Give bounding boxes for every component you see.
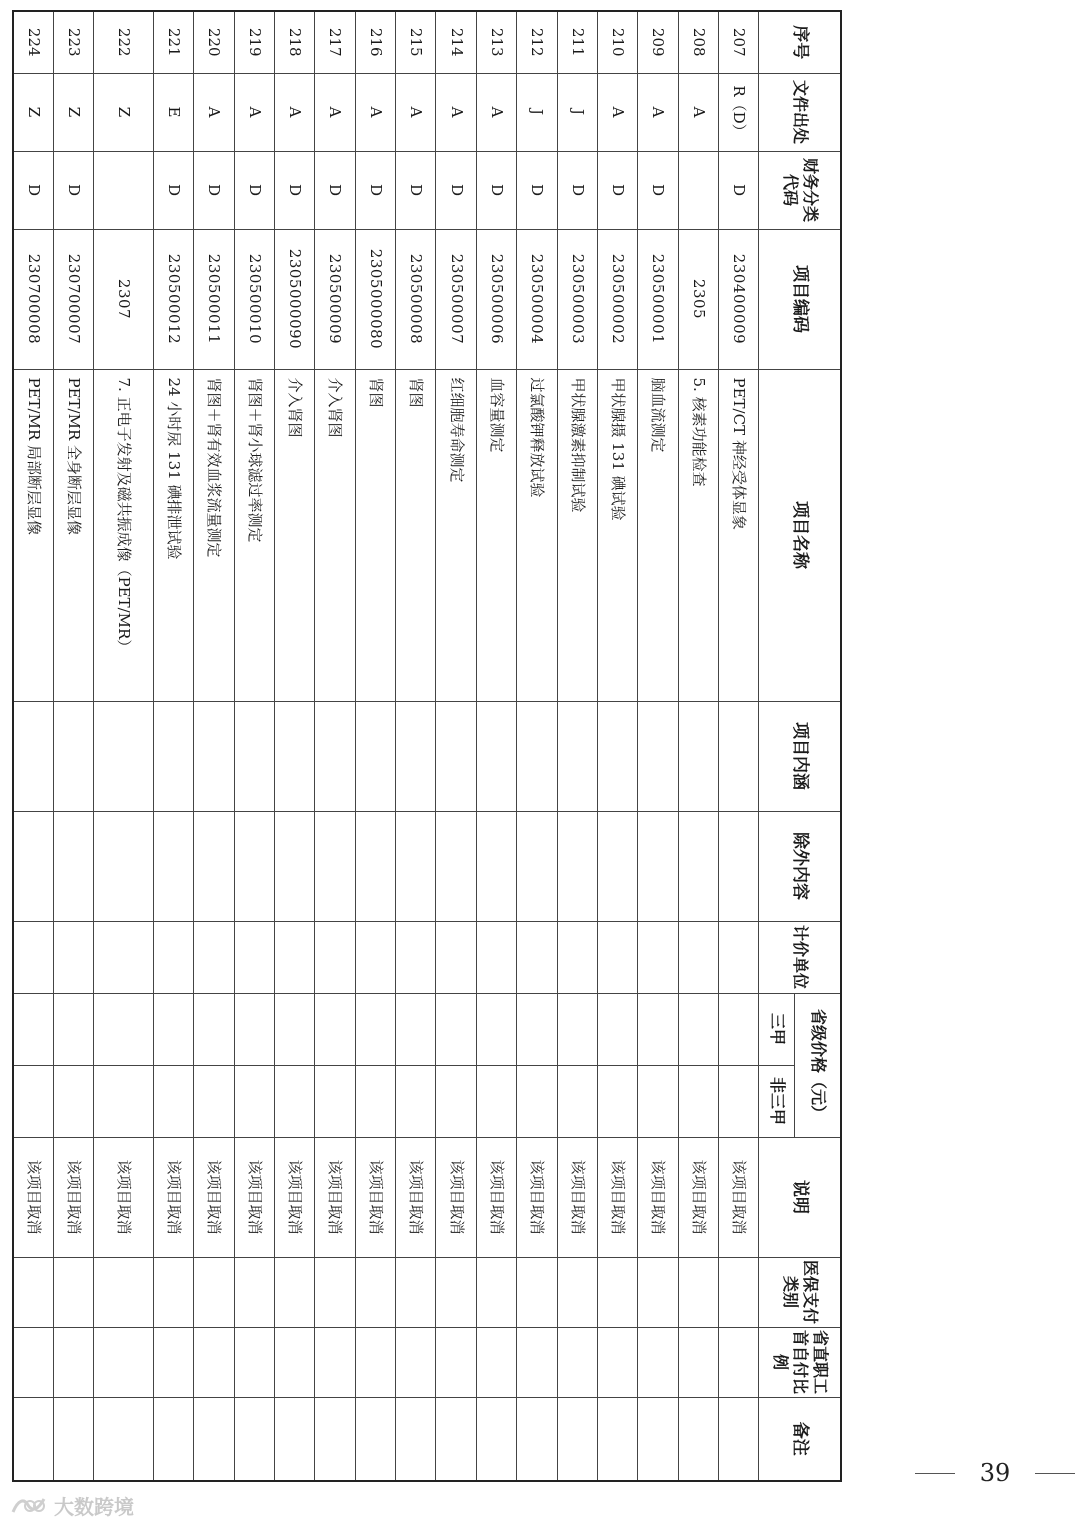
cell-item-code: 230700007 [54, 229, 94, 369]
cell-insurance [396, 1257, 436, 1327]
cell-item-code: 2307 [94, 229, 154, 369]
cell-price-non3a [396, 1065, 436, 1137]
cell-insurance [153, 1257, 193, 1327]
cell-item-name: 血容量测定 [476, 369, 516, 701]
cell-self-pay [13, 1327, 54, 1397]
cell-item-code: 2305000080 [355, 229, 395, 369]
cell-item-code: 230500009 [315, 229, 355, 369]
cell-seq: 220 [194, 11, 234, 73]
table-row [396, 11, 436, 1481]
cell-price-3a [476, 993, 516, 1065]
cell-item-code: 230500001 [638, 229, 678, 369]
cell-item-code: 230500003 [557, 229, 597, 369]
cell-item-name: 5. 核素功能检查 [678, 369, 718, 701]
table-row [275, 11, 315, 1481]
header-source: 文件出处 [759, 73, 841, 151]
cell-source: R（D） [719, 73, 759, 151]
cell-insurance [234, 1257, 274, 1327]
cell-price-non3a [638, 1065, 678, 1137]
cell-item-code: 230500004 [517, 229, 557, 369]
table-row [194, 11, 234, 1481]
header-seq: 序号 [759, 11, 841, 73]
cell-content [275, 701, 315, 811]
cell-insurance [275, 1257, 315, 1327]
cell-item-name: 介入肾图 [275, 369, 315, 701]
cell-fin-code: D [54, 151, 94, 229]
cell-unit [719, 921, 759, 993]
cell-fin-code: D [476, 151, 516, 229]
cell-self-pay [94, 1327, 154, 1397]
cell-exclusion [315, 811, 355, 921]
cell-self-pay [678, 1327, 718, 1397]
cell-unit [153, 921, 193, 993]
cell-exclusion [638, 811, 678, 921]
cell-price-3a [598, 993, 638, 1065]
cell-note: 该项目取消 [557, 1137, 597, 1257]
cell-exclusion [719, 811, 759, 921]
cell-price-3a [94, 993, 154, 1065]
cell-self-pay [557, 1327, 597, 1397]
cell-note: 该项目取消 [476, 1137, 516, 1257]
cell-item-name: 甲状腺摄 131 碘试验 [598, 369, 638, 701]
cell-fin-code: D [234, 151, 274, 229]
cell-price-3a [719, 993, 759, 1065]
cell-self-pay [355, 1327, 395, 1397]
cell-exclusion [678, 811, 718, 921]
cell-self-pay [315, 1327, 355, 1397]
cell-fin-code: D [638, 151, 678, 229]
cell-remark [315, 1397, 355, 1481]
cell-price-3a [678, 993, 718, 1065]
table-row [719, 11, 759, 1481]
cell-price-non3a [355, 1065, 395, 1137]
cell-seq: 212 [517, 11, 557, 73]
cell-fin-code [678, 151, 718, 229]
cell-note: 该项目取消 [94, 1137, 154, 1257]
cell-seq: 218 [275, 11, 315, 73]
cell-item-name: 肾图＋肾有效血浆流量测定 [194, 369, 234, 701]
cell-fin-code: D [517, 151, 557, 229]
cell-remark [719, 1397, 759, 1481]
cell-exclusion [275, 811, 315, 921]
cell-source: A [396, 73, 436, 151]
cell-seq: 221 [153, 11, 193, 73]
cell-price-non3a [517, 1065, 557, 1137]
cell-item-code: 230400009 [719, 229, 759, 369]
cell-insurance [598, 1257, 638, 1327]
cell-note: 该项目取消 [315, 1137, 355, 1257]
cell-insurance [315, 1257, 355, 1327]
cell-self-pay [275, 1327, 315, 1397]
cell-exclusion [194, 811, 234, 921]
header-content: 项目内涵 [759, 701, 841, 811]
cell-item-code: 230500007 [436, 229, 476, 369]
cell-exclusion [517, 811, 557, 921]
cell-price-3a [194, 993, 234, 1065]
cell-unit [598, 921, 638, 993]
table-row [234, 11, 274, 1481]
cell-unit [476, 921, 516, 993]
cell-content [436, 701, 476, 811]
cell-fin-code: D [315, 151, 355, 229]
table-row [598, 11, 638, 1481]
cell-content [638, 701, 678, 811]
cell-remark [638, 1397, 678, 1481]
cell-source: J [517, 73, 557, 151]
cell-self-pay [719, 1327, 759, 1397]
header-note: 说明 [759, 1137, 841, 1257]
watermark [10, 1490, 134, 1520]
header-price-group: 省级价格（元） [795, 993, 841, 1137]
table-row [13, 11, 54, 1481]
cell-remark [598, 1397, 638, 1481]
cell-fin-code: D [598, 151, 638, 229]
cell-self-pay [476, 1327, 516, 1397]
cell-unit [94, 921, 154, 993]
cell-price-non3a [436, 1065, 476, 1137]
table-row [94, 11, 154, 1481]
table-row [436, 11, 476, 1481]
watermark-logo-icon [10, 1494, 48, 1516]
cell-seq: 222 [94, 11, 154, 73]
cell-source: E [153, 73, 193, 151]
cell-item-name: 24 小时尿 131 碘排泄试验 [153, 369, 193, 701]
cell-price-non3a [194, 1065, 234, 1137]
cell-price-3a [396, 993, 436, 1065]
cell-item-code: 230500011 [194, 229, 234, 369]
cell-exclusion [598, 811, 638, 921]
cell-note: 该项目取消 [436, 1137, 476, 1257]
header-unit: 计价单位 [759, 921, 841, 993]
cell-item-name: 红细胞寿命测定 [436, 369, 476, 701]
table-row [638, 11, 678, 1481]
cell-note: 该项目取消 [638, 1137, 678, 1257]
cell-content [719, 701, 759, 811]
cell-item-name: PET/CT 神经受体显象 [719, 369, 759, 701]
cell-unit [315, 921, 355, 993]
cell-exclusion [355, 811, 395, 921]
cell-price-3a [315, 993, 355, 1065]
cell-item-name: 7. 正电子发射及磁共振成像（PET/MR） [94, 369, 154, 701]
cell-price-3a [13, 993, 54, 1065]
cell-fin-code: D [355, 151, 395, 229]
cell-source: A [476, 73, 516, 151]
cell-exclusion [153, 811, 193, 921]
table-row [557, 11, 597, 1481]
cell-self-pay [638, 1327, 678, 1397]
cell-price-3a [638, 993, 678, 1065]
cell-unit [275, 921, 315, 993]
cell-unit [54, 921, 94, 993]
cell-exclusion [234, 811, 274, 921]
cell-fin-code: D [13, 151, 54, 229]
cell-source: A [678, 73, 718, 151]
cell-content [54, 701, 94, 811]
cell-item-name: 甲状腺激素抑制试验 [557, 369, 597, 701]
header-price-3a: 三甲 [759, 993, 795, 1065]
cell-insurance [557, 1257, 597, 1327]
table-row [153, 11, 193, 1481]
cell-seq: 216 [355, 11, 395, 73]
header-insurance: 医保支付类别 [759, 1257, 841, 1327]
cell-fin-code: D [153, 151, 193, 229]
page-number-dash-right [1035, 1473, 1075, 1474]
cell-item-code: 230500006 [476, 229, 516, 369]
cell-price-non3a [234, 1065, 274, 1137]
cell-note: 该项目取消 [517, 1137, 557, 1257]
cell-content [13, 701, 54, 811]
cell-seq: 214 [436, 11, 476, 73]
header-self-pay: 省直职工首自付比例 [759, 1327, 841, 1397]
cell-content [194, 701, 234, 811]
cell-source: A [275, 73, 315, 151]
cell-price-non3a [557, 1065, 597, 1137]
header-exclusion: 除外内容 [759, 811, 841, 921]
cell-unit [638, 921, 678, 993]
cell-source: A [598, 73, 638, 151]
cell-price-non3a [678, 1065, 718, 1137]
cell-source: A [638, 73, 678, 151]
table-row [54, 11, 94, 1481]
cell-remark [557, 1397, 597, 1481]
cell-exclusion [396, 811, 436, 921]
header-remark: 备注 [759, 1397, 841, 1481]
cell-note: 该项目取消 [275, 1137, 315, 1257]
cell-price-3a [153, 993, 193, 1065]
cell-seq: 208 [678, 11, 718, 73]
cell-remark [194, 1397, 234, 1481]
cell-fin-code: D [275, 151, 315, 229]
cell-remark [94, 1397, 154, 1481]
cell-exclusion [436, 811, 476, 921]
cell-insurance [678, 1257, 718, 1327]
page-footer [915, 1458, 1075, 1488]
cell-content [94, 701, 154, 811]
cell-seq: 209 [638, 11, 678, 73]
cell-insurance [54, 1257, 94, 1327]
header-item-name: 项目名称 [759, 369, 841, 701]
cell-price-3a [275, 993, 315, 1065]
cell-content [396, 701, 436, 811]
cell-self-pay [194, 1327, 234, 1397]
cell-insurance [94, 1257, 154, 1327]
cell-insurance [476, 1257, 516, 1327]
cell-source: Z [94, 73, 154, 151]
cell-item-name: 介入肾图 [315, 369, 355, 701]
cell-note: 该项目取消 [153, 1137, 193, 1257]
cell-remark [355, 1397, 395, 1481]
cell-unit [436, 921, 476, 993]
cell-exclusion [94, 811, 154, 921]
cell-price-3a [557, 993, 597, 1065]
cell-note: 该项目取消 [13, 1137, 54, 1257]
table-row [476, 11, 516, 1481]
cell-remark [54, 1397, 94, 1481]
cell-item-name: 肾图 [355, 369, 395, 701]
price-item-table [12, 10, 842, 1482]
cell-insurance [13, 1257, 54, 1327]
cell-price-3a [355, 993, 395, 1065]
cell-source: Z [54, 73, 94, 151]
cell-content [153, 701, 193, 811]
cell-price-non3a [13, 1065, 54, 1137]
cell-content [557, 701, 597, 811]
cell-item-name: 肾图＋肾小球滤过率测定 [234, 369, 274, 701]
cell-source: A [234, 73, 274, 151]
cell-source: A [194, 73, 234, 151]
cell-self-pay [234, 1327, 274, 1397]
cell-remark [678, 1397, 718, 1481]
cell-item-code: 230700008 [13, 229, 54, 369]
cell-unit [517, 921, 557, 993]
cell-price-non3a [315, 1065, 355, 1137]
cell-fin-code: D [436, 151, 476, 229]
cell-insurance [719, 1257, 759, 1327]
cell-price-3a [436, 993, 476, 1065]
cell-remark [13, 1397, 54, 1481]
header-fin-code: 财务分类代码 [759, 151, 841, 229]
cell-note: 该项目取消 [194, 1137, 234, 1257]
table-row [517, 11, 557, 1481]
cell-unit [678, 921, 718, 993]
cell-price-non3a [153, 1065, 193, 1137]
cell-item-name: 过氯酸钾释放试验 [517, 369, 557, 701]
cell-insurance [638, 1257, 678, 1327]
page-number: 39 [979, 1459, 1011, 1487]
cell-content [234, 701, 274, 811]
cell-fin-code: D [396, 151, 436, 229]
cell-seq: 211 [557, 11, 597, 73]
cell-item-code: 230500002 [598, 229, 638, 369]
cell-unit [557, 921, 597, 993]
cell-seq: 223 [54, 11, 94, 73]
cell-remark [275, 1397, 315, 1481]
cell-price-non3a [719, 1065, 759, 1137]
cell-item-code: 230500010 [234, 229, 274, 369]
cell-seq: 224 [13, 11, 54, 73]
cell-self-pay [54, 1327, 94, 1397]
cell-note: 该项目取消 [355, 1137, 395, 1257]
cell-price-non3a [94, 1065, 154, 1137]
header-item-code: 项目编码 [759, 229, 841, 369]
cell-content [355, 701, 395, 811]
cell-seq: 213 [476, 11, 516, 73]
cell-exclusion [476, 811, 516, 921]
cell-remark [436, 1397, 476, 1481]
cell-content [678, 701, 718, 811]
cell-unit [194, 921, 234, 993]
cell-content [476, 701, 516, 811]
cell-seq: 210 [598, 11, 638, 73]
page-number-dash-left [915, 1473, 955, 1474]
watermark-text: 大数跨境 [54, 1494, 134, 1519]
cell-remark [234, 1397, 274, 1481]
cell-content [315, 701, 355, 811]
cell-note: 该项目取消 [598, 1137, 638, 1257]
rotated-landscape-page [12, 10, 842, 1456]
cell-remark [476, 1397, 516, 1481]
cell-exclusion [13, 811, 54, 921]
cell-seq: 219 [234, 11, 274, 73]
cell-self-pay [396, 1327, 436, 1397]
cell-source: J [557, 73, 597, 151]
cell-source: A [315, 73, 355, 151]
cell-insurance [517, 1257, 557, 1327]
cell-note: 该项目取消 [234, 1137, 274, 1257]
cell-price-non3a [598, 1065, 638, 1137]
cell-price-3a [234, 993, 274, 1065]
cell-source: Z [13, 73, 54, 151]
cell-seq: 215 [396, 11, 436, 73]
cell-unit [396, 921, 436, 993]
cell-item-name: 肾图 [396, 369, 436, 701]
cell-content [517, 701, 557, 811]
cell-fin-code: D [194, 151, 234, 229]
cell-price-3a [54, 993, 94, 1065]
cell-price-non3a [54, 1065, 94, 1137]
cell-seq: 207 [719, 11, 759, 73]
cell-price-non3a [275, 1065, 315, 1137]
cell-item-code: 2305 [678, 229, 718, 369]
cell-item-code: 2305000090 [275, 229, 315, 369]
cell-exclusion [557, 811, 597, 921]
cell-note: 该项目取消 [719, 1137, 759, 1257]
cell-content [598, 701, 638, 811]
cell-unit [13, 921, 54, 993]
cell-remark [396, 1397, 436, 1481]
cell-item-name: PET/MR 局部断层显像 [13, 369, 54, 701]
cell-source: A [355, 73, 395, 151]
cell-note: 该项目取消 [678, 1137, 718, 1257]
cell-self-pay [153, 1327, 193, 1397]
cell-insurance [436, 1257, 476, 1327]
cell-note: 该项目取消 [396, 1137, 436, 1257]
header-price-non3a: 非三甲 [759, 1065, 795, 1137]
cell-fin-code: D [557, 151, 597, 229]
cell-item-code: 230500012 [153, 229, 193, 369]
cell-seq: 217 [315, 11, 355, 73]
cell-note: 该项目取消 [54, 1137, 94, 1257]
cell-unit [355, 921, 395, 993]
cell-fin-code: D [719, 151, 759, 229]
cell-self-pay [517, 1327, 557, 1397]
table-row [678, 11, 718, 1481]
cell-source: A [436, 73, 476, 151]
cell-price-non3a [476, 1065, 516, 1137]
cell-remark [517, 1397, 557, 1481]
table-body [13, 11, 759, 1481]
cell-self-pay [598, 1327, 638, 1397]
cell-self-pay [436, 1327, 476, 1397]
cell-item-code: 230500008 [396, 229, 436, 369]
cell-exclusion [54, 811, 94, 921]
cell-price-3a [517, 993, 557, 1065]
cell-insurance [194, 1257, 234, 1327]
table-row [355, 11, 395, 1481]
table-row [315, 11, 355, 1481]
cell-fin-code [94, 151, 154, 229]
cell-item-name: PET/MR 全身断层显像 [54, 369, 94, 701]
cell-item-name: 脑血流测定 [638, 369, 678, 701]
cell-insurance [355, 1257, 395, 1327]
cell-unit [234, 921, 274, 993]
cell-remark [153, 1397, 193, 1481]
